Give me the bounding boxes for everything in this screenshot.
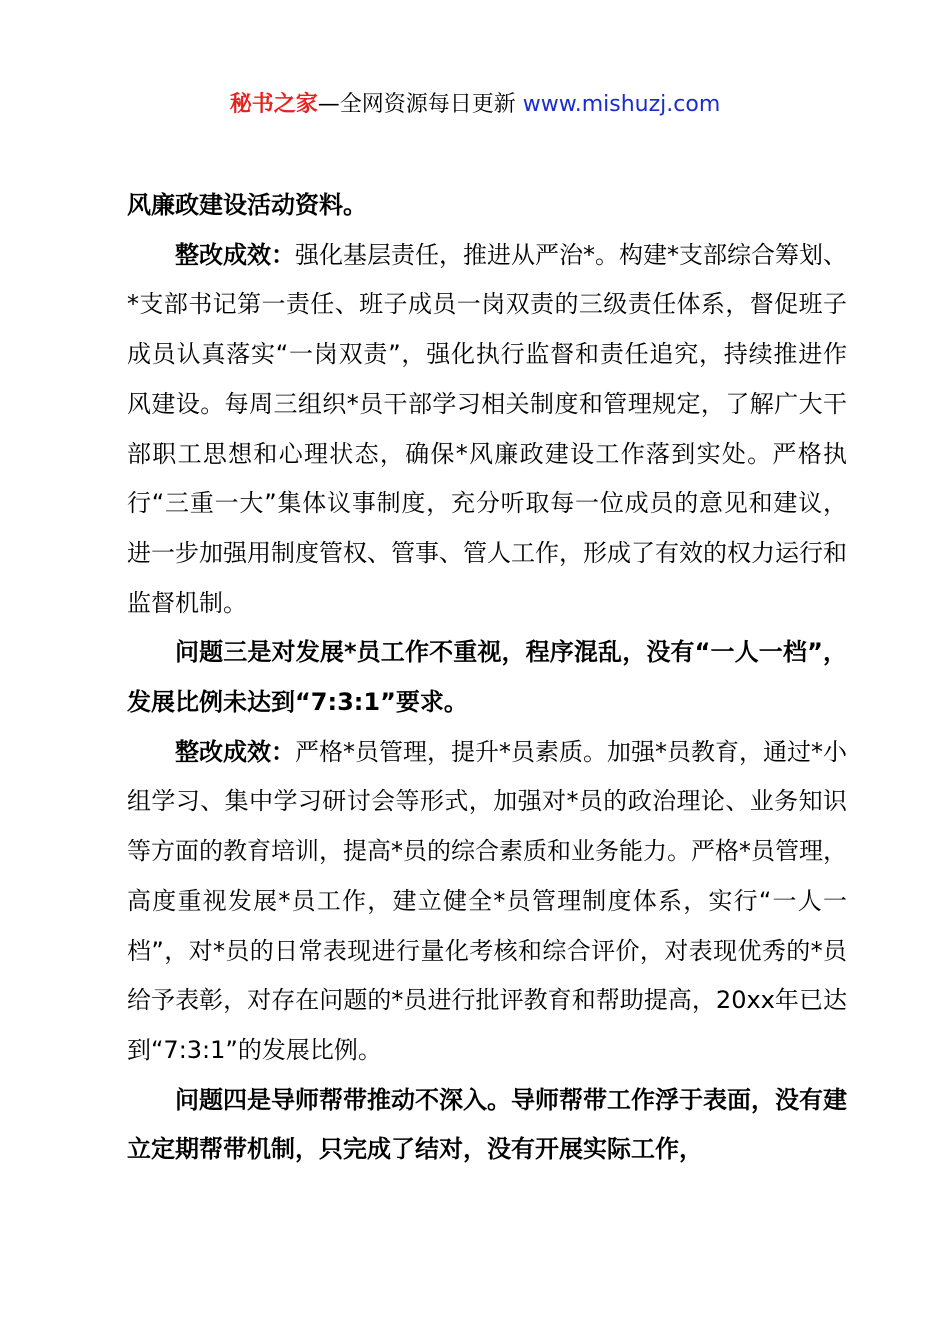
- rectification-label: 整改成效：: [175, 240, 295, 269]
- rectification-label: 整改成效：: [175, 737, 295, 766]
- site-url[interactable]: www.mishuzj.com: [522, 92, 721, 117]
- paragraph-problem-3: 问题三是对发展*员工作不重视，程序混乱，没有“一人一档”，发展比例未达到“7:3:1”要求。: [127, 638, 847, 717]
- paragraph-rectification-1: [127, 231, 847, 629]
- rectification-text: 严格*员管理，提升*员素质。加强*员教育，通过*小组学习、集中学习研讨会等形式，加强对*员的政治理论、业务知识等方面的教育培训，提高*员的综合素质和业务能力。严格*员管理，高度重视发展*员工作，建立健全*员管理制度体系，实行“一人一档”，对*员的日常表现进行量化考核和综合评价，对表现优秀的*员给予表彰，对存在问题的*员进行批评教育和帮助提高，20xx年已达到“7:3:1”的发展比例。: [127, 737, 847, 1064]
- paragraph-continuation: 风廉政建设活动资料。: [127, 191, 367, 219]
- site-name: 秘书之家: [229, 92, 318, 117]
- rectification-text: 强化基层责任，推进从严治*。构建*支部综合筹划、*支部书记第一责任、班子成员一岗双责的三级责任体系，督促班子成员认真落实“一岗双责”，强化执行监督和责任追究，持续推进作风建设。每周三组织*员干部学习相关制度和管理规定，了解广大干部职工思想和心理状态，确保*风廉政建设工作落到实处。严格执行“三重一大”集体议事制度，充分听取每一位成员的意见和建议，进一步加强用制度管权、管事、管人工作，形成了有效的权力运行和监督机制。: [127, 240, 847, 617]
- paragraph-rectification-2: [127, 728, 847, 1076]
- paragraph-problem-4: 问题四是导师帮带推动不深入。导师帮带工作浮于表面，没有建立定期帮带机制，只完成了结对，没有开展实际工作，: [127, 1085, 847, 1164]
- site-tagline: —全网资源每日更新: [317, 92, 516, 117]
- page-header: [0, 88, 950, 122]
- document-body: [127, 181, 847, 1175]
